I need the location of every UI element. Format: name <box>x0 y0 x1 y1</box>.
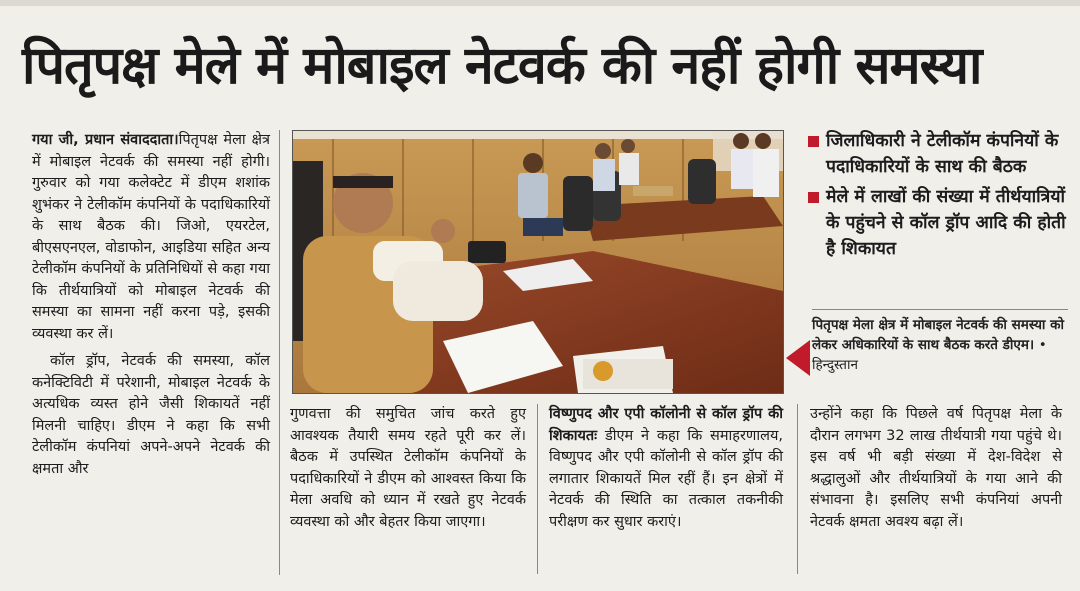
highlight-item <box>806 184 1068 262</box>
bullet-square-icon <box>808 136 819 147</box>
photo-caption <box>812 315 1070 375</box>
meeting-photo <box>292 130 784 394</box>
column-3-subhead: विष्णुपद और एपी कॉलोनी से कॉल ड्रॉप की शिकायतः <box>549 406 783 444</box>
article-column-2 <box>290 404 526 533</box>
article-column-1 <box>32 130 270 480</box>
column-1-paragraph-1: पितृपक्ष मेला क्षेत्र में मोबाइल नेटवर्क की समस्या नहीं होगी। गुरुवार को गया कलेक्टेट में डीएम शशांक शुभंकर ने टेलीकॉम कंपनियों के पदाधिकारियों के साथ बैठक की। जिओ, एयरटेल, बीएसएनएल, वोडाफोन, आइडिया सहित अन्य टेलीकॉम कंपनियों के प्रतिनिधियों से कहा गया कि तीर्थयात्रियों को मोबाइल नेटवर्क की समस्या का सामना नहीं करना पड़े, इसकी व्यवस्था कर लें। <box>32 132 270 342</box>
highlights-box <box>806 128 1068 266</box>
highlight-text: मेले में लाखों की संख्या में तीर्थयात्रियों के पहुंचने से कॉल ड्रॉप आदि की होती है शिकायत <box>826 187 1066 259</box>
caption-top-rule <box>812 309 1068 310</box>
caption-text: पितृपक्ष मेला क्षेत्र में मोबाइल नेटवर्क की समस्या को लेकर अधिकारियों के साथ बैठक करते डीएम। <box>812 317 1064 353</box>
article-column-4 <box>810 404 1062 533</box>
article-column-3 <box>549 404 783 533</box>
highlight-item <box>806 128 1068 180</box>
column-3-text: डीएम ने कहा कि समाहरणालय, विष्णुपद और एपी कॉलोनी से कॉल ड्रॉप की लगातार शिकायतें मिल रहीं हैं। इन क्षेत्रों में नेटवर्क की स्थिति का तत्काल तकनीकी परीक्षण कर सुधार कराएं। <box>549 427 783 530</box>
column-4-text: उन्होंने कहा कि पिछले वर्ष पितृपक्ष मेला के दौरान लगभग 32 लाख तीर्थयात्री गया पहुंचे थे। इस वर्ष भी बड़ी संख्या में देश-विदेश से श्रद्धालुओं और तीर्थयात्रियों के गया आने की संभावना है। इसलिए सभी कंपनियां अपनी नेटवर्क क्षमता अवश्य बढ़ा लें। <box>810 406 1062 530</box>
meeting-photo-illustration <box>293 131 783 393</box>
column-2-text: गुणवत्ता की समुचित जांच करते हुए आवश्यक तैयारी समय रहते पूरी कर लें। बैठक में उपस्थित टेलीकॉम कंपनियों के पदाधिकारियों ने डीएम को आश्वस्त किया कि मेला अवधि को ध्यान में रखते हुए नेटवर्क व्यवस्था को और बेहतर किया जाएगा। <box>290 406 526 530</box>
headline: पितृपक्ष मेले में मोबाइल नेटवर्क की नहीं होगी समस्या <box>22 36 982 96</box>
byline: गया जी, प्रधान संवाददाता। <box>32 132 179 148</box>
column-divider <box>279 130 280 575</box>
column-divider <box>797 404 798 574</box>
caption-pointer-icon <box>786 340 810 376</box>
bullet-square-icon <box>808 192 819 203</box>
top-edge <box>0 0 1080 6</box>
highlight-text: जिलाधिकारी ने टेलीकॉम कंपनियों के पदाधिकारियों के साथ की बैठक <box>826 131 1059 177</box>
column-divider <box>537 404 538 574</box>
photo-credit: • हिन्दुस्तान <box>812 337 1047 373</box>
column-1-paragraph-2: कॉल ड्रॉप, नेटवर्क की समस्या, कॉल कनेक्टिविटी में परेशानी, मोबाइल नेटवर्क के अत्यधिक व्यस्त होने जैसी शिकायतें नहीं मिलनी चाहिए। डीएम ने कहा कि सभी टेलीकॉम कंपनियां अपने-अपने नेटवर्क की क्षमता और <box>32 353 270 477</box>
